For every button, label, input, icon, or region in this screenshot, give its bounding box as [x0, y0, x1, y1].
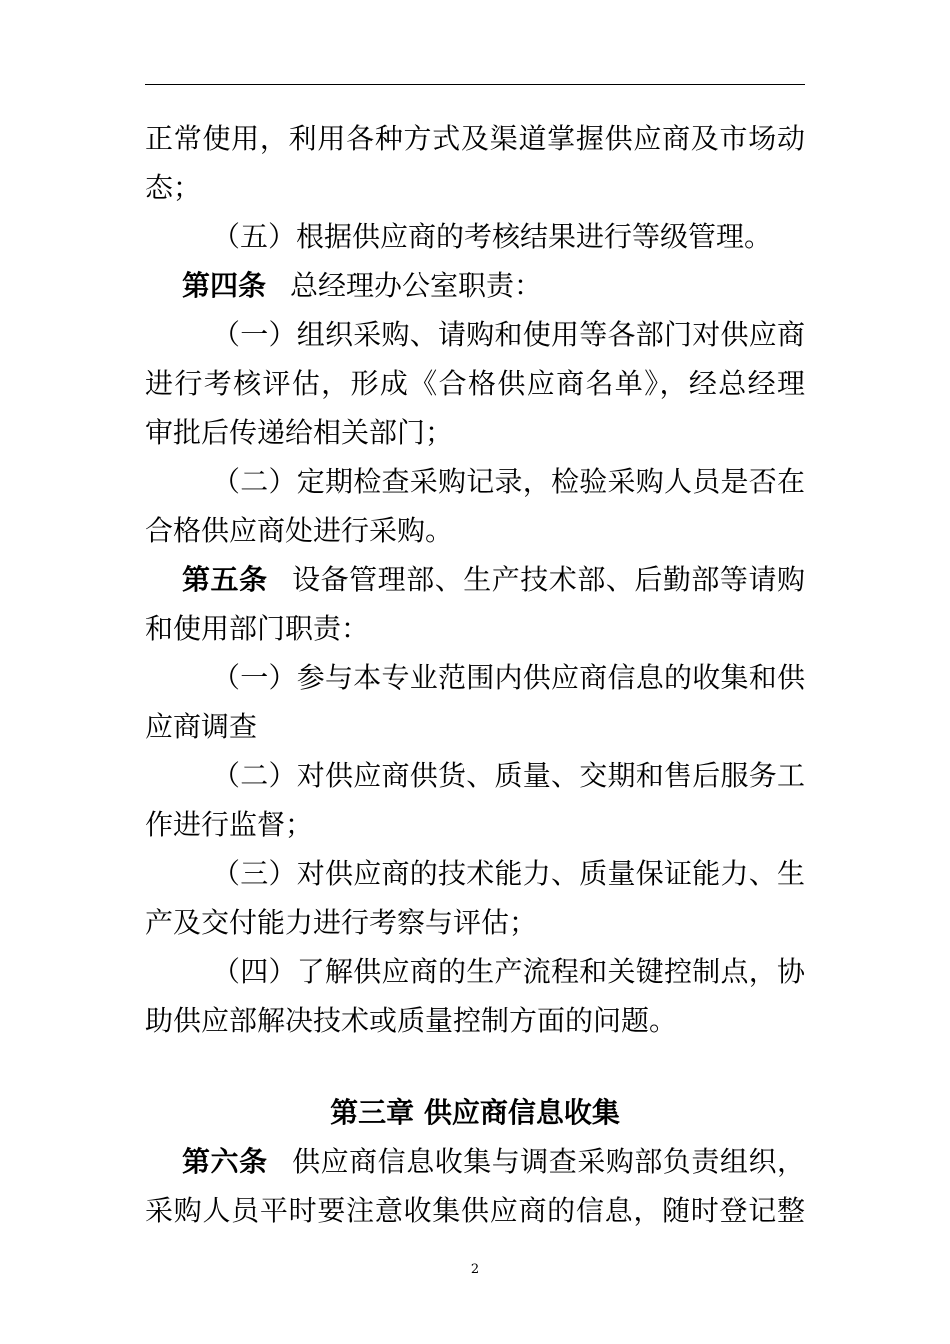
list-item: （二）对供应商供货、质量、交期和售后服务工 — [212, 759, 805, 792]
body-line: 采购人员平时要注意收集供应商的信息，随时登记整 — [145, 1194, 805, 1227]
list-item: （五）根据供应商的考核结果进行等级管理。 — [212, 220, 773, 253]
article-heading — [182, 268, 805, 304]
body-line: 作进行监督； — [145, 808, 314, 841]
article-label: 第四条 — [182, 269, 267, 302]
article-text: 供应商信息收集与调查采购部负责组织， — [291, 1145, 805, 1178]
article-label: 第六条 — [182, 1145, 268, 1178]
body-line: 和使用部门职责： — [145, 612, 370, 645]
chapter-title: 第三章 供应商信息收集 — [330, 1096, 620, 1129]
article-label: 第五条 — [182, 563, 268, 596]
page-number: 2 — [470, 1262, 480, 1277]
body-line: 正常使用，利用各种方式及渠道掌握供应商及市场动 — [145, 122, 805, 155]
header-rule — [145, 84, 805, 85]
article-heading — [182, 562, 805, 598]
body-line: 进行考核评估，形成《合格供应商名单》，经总经理 — [145, 367, 805, 400]
list-item: （二）定期检查采购记录，检验采购人员是否在 — [212, 465, 805, 498]
article-text: 总经理办公室职责： — [290, 269, 543, 302]
list-item: （三）对供应商的技术能力、质量保证能力、生 — [212, 857, 805, 890]
body-line: 审批后传递给相关部门； — [145, 416, 454, 449]
body-line: 应商调查 — [145, 710, 258, 743]
article-heading — [182, 1144, 805, 1180]
body-line: 助供应部解决技术或质量控制方面的问题。 — [145, 1004, 678, 1037]
body-line: 产及交付能力进行考察与评估； — [145, 906, 538, 939]
body-line: 态； — [145, 171, 202, 204]
list-item: （一）参与本专业范围内供应商信息的收集和供 — [212, 661, 805, 694]
list-item: （四）了解供应商的生产流程和关键控制点，协 — [212, 955, 805, 988]
list-item: （一）组织采购、请购和使用等各部门对供应商 — [212, 318, 805, 351]
article-text: 设备管理部、生产技术部、后勤部等请购 — [291, 563, 805, 596]
body-line: 合格供应商处进行采购。 — [145, 514, 454, 547]
